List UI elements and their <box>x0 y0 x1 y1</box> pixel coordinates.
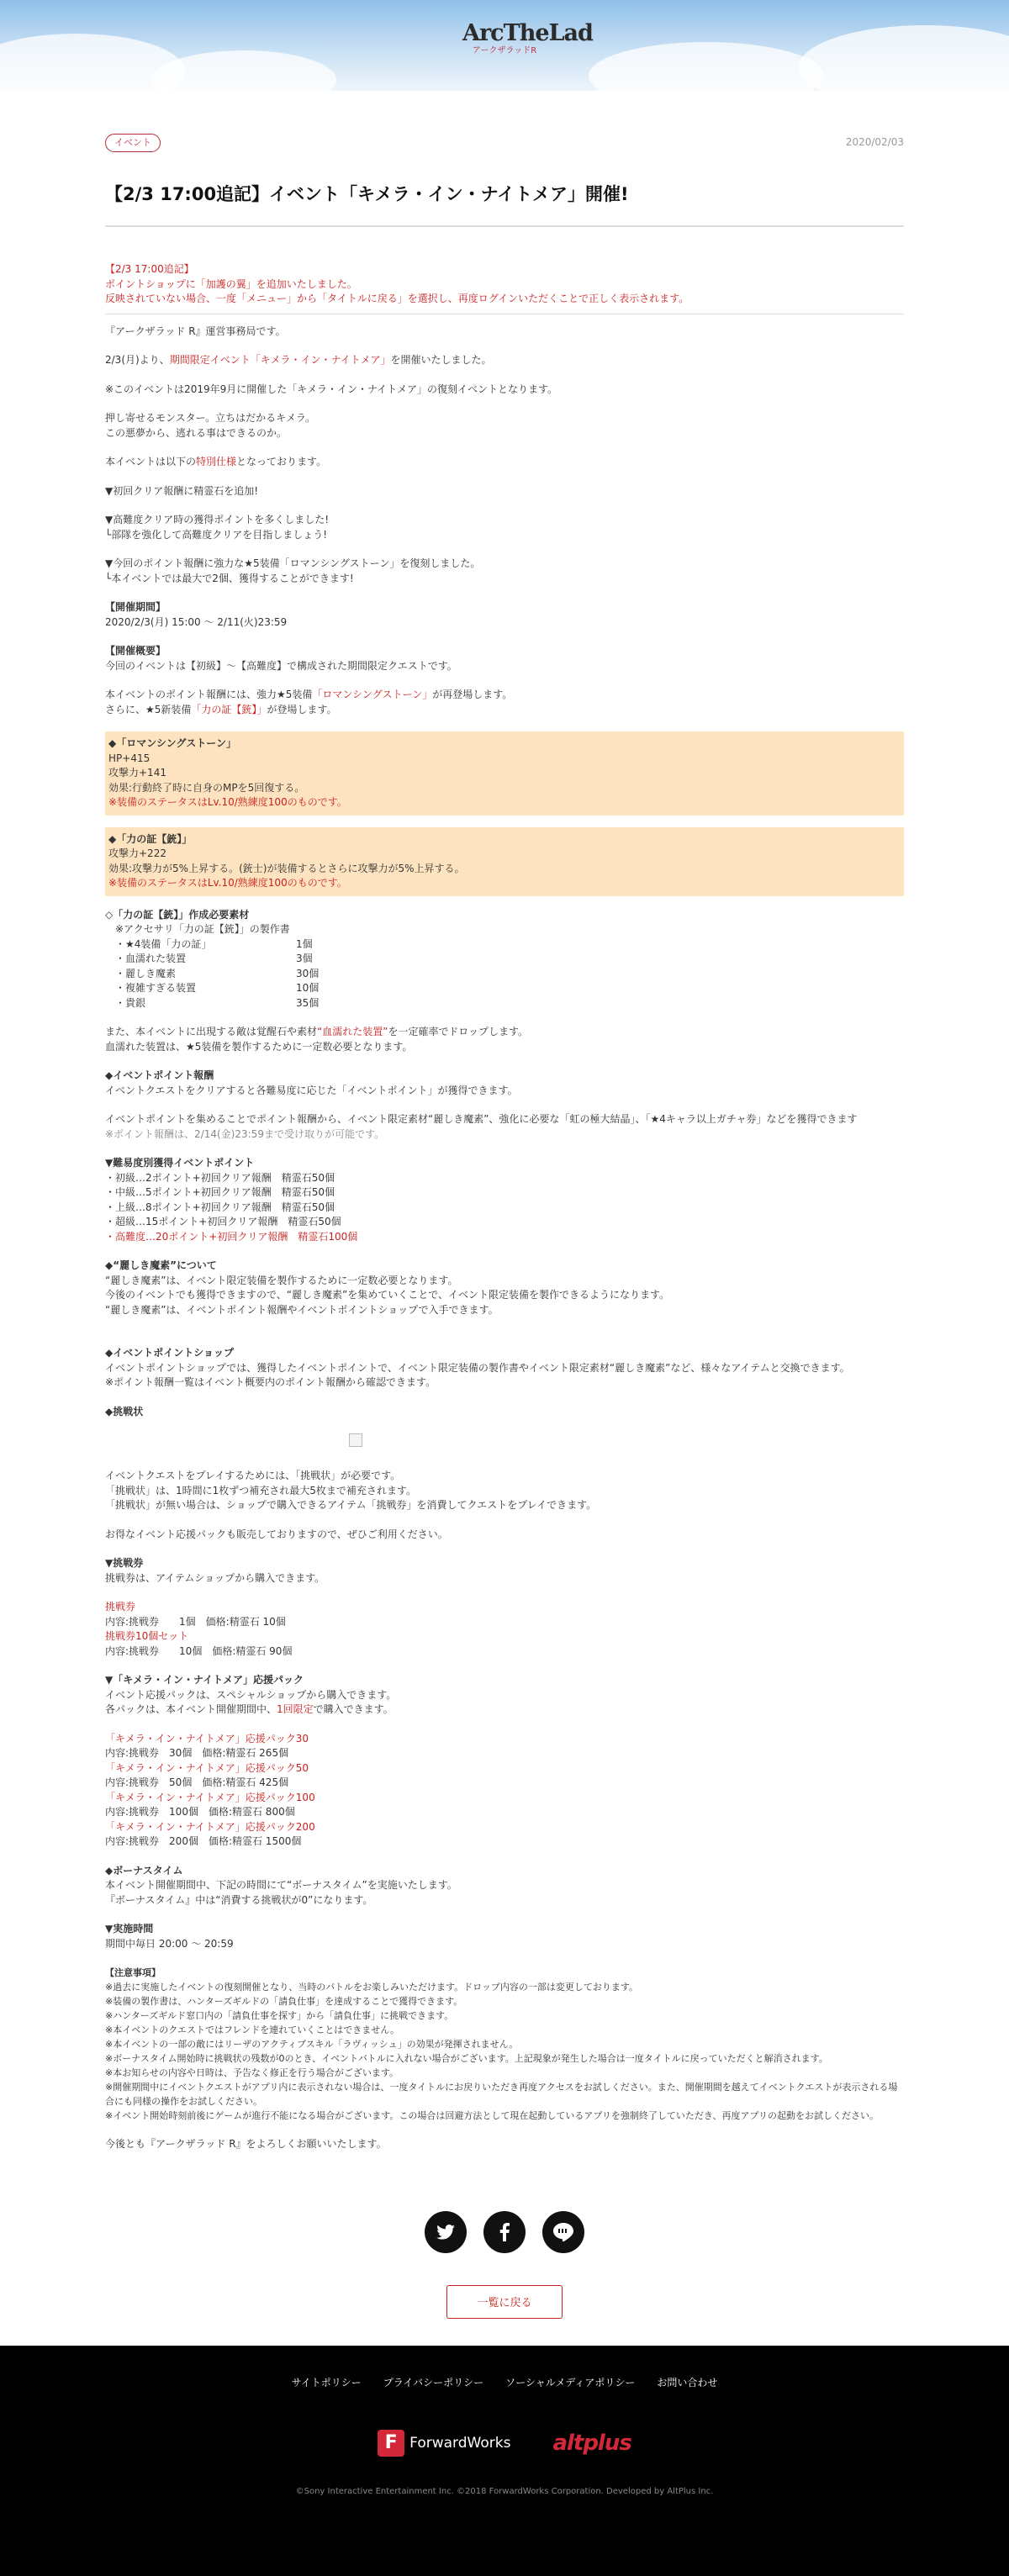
article-body <box>105 227 904 2152</box>
spec-point: ▼今回のポイント報酬に強力な★5装備「ロマンシングストーン」を復刻しました。 └本イベントでは最大で2個、獲得することができます! <box>105 557 481 584</box>
notice-line: ポイントショップに「加護の翼」を追加いたしました。 <box>105 277 357 290</box>
category-badge: イベント <box>105 134 161 152</box>
difficulty-points: ▼難易度別獲得イベントポイント ・初級…2ポイント+初回クリア報酬 精霊石50個 ・中級…5ポイント+初回クリア報酬 精霊石50個 ・上級…8ポイント+初回クリア報酬 精霊石50個 ・超級…15ポイント+初回クリア報酬 精霊石50個 ・高難度…20ポイント+初回クリア報酬 精霊石100個 <box>105 1157 358 1243</box>
footer-link-site-policy[interactable]: サイトポリシー <box>291 2377 362 2389</box>
line-share-button[interactable] <box>542 2211 584 2253</box>
ticket-list: 挑戦券 内容:挑戦券 1個 価格:精霊石 10個 挑戦券10個セット 内容:挑戦券 10個 価格:精霊石 90個 <box>105 1601 293 1657</box>
bonus-time: ◆ボーナスタイム 本イベント開催期間中、下記の時間にて“ボーナスタイム”を実施いたします。 『ボーナスタイム』中は“消費する挑戦状が0”になります。 <box>105 1864 457 1906</box>
twitter-share-button[interactable] <box>425 2211 467 2253</box>
challenge-heading: ◆挑戦状 <box>105 1405 144 1417</box>
site-footer <box>0 2346 1009 2576</box>
share-buttons <box>105 2211 904 2253</box>
broken-image-icon <box>349 1433 362 1447</box>
notice-line: 【2/3 17:00追記】 <box>105 263 194 275</box>
event-period: 【開催期間】 2020/2/3(月) 15:00 〜 2/11(火)23:59 <box>105 601 288 628</box>
flavor-text: 押し寄せるモンスター。立ちはだかるキメラ。 この悪夢から、逃れる事はできるのか。 <box>105 412 315 439</box>
event-point-reward: ◆イベントポイント報酬 イベントクエストをクリアすると各難易度に応じた「イベントポイント」が獲得できます。 <box>105 1069 518 1096</box>
facebook-share-button[interactable] <box>483 2211 526 2253</box>
material-row: ・貴銀 35個 <box>115 996 320 1009</box>
item-card-power-proof-gun: ◆「力の証【銃】」 攻撃力+222 効果:攻撃力が5%上昇する。(銃士)が装備するとさらに攻撃力が5%上昇する。 ※装備のステータスはLv.10/熟練度100のものです。 <box>105 827 904 896</box>
twitter-icon <box>436 2225 455 2240</box>
bonus-time-schedule: ▼実施時間 期間中毎日 20:00 〜 20:59 <box>105 1923 234 1950</box>
event-point-reward-detail: イベントポイントを集めることでポイント報酬から、イベント限定素材“麗しき魔素”、強化に必要な「虹の極大結晶」、「★4キャラ以上ガチャ券」などを獲得できます ※ポイント報酬は、2/14(金)23:59まで受け取りが可能です。 <box>105 1113 858 1140</box>
spec-point: ▼初回クリア報酬に精霊石を追加! <box>105 484 259 497</box>
facebook-icon <box>499 2223 510 2241</box>
cautions: 【注意事項】 ※過去に実施したイベントの復刻開催となり、当時のバトルをお楽しみいただけます。ドロップ内容の一部は変更しております。 ※装備の製作書は、ハンターズギルドの「請負仕事」を達成することで獲得できます。 ※ハンターズギルド窓口内の「請負仕事を探す」から「請負仕事」に挑戦できます。 ※本イベントのクエストではフレンドを連れていくことはできません。 ※本イベントの一部の敵にはリーザのアクティブスキル「ラヴィッシュ」の効果が発揮されません。 ※ボーナスタイム開始時に挑戦状の残数が0のとき、イベントバトルに入れない場合がございます。上記現象が発生した場合は一度タイトルに戻っていただくと解消されます。 ※本お知らせの内容や日時は、予告なく修正を行う場合がございます。 ※開催期間中にイベントクエストがアプリ内に表示されない場合は、一度タイトルにお戻りいただき再度アクセスをお試しください。また、開催期間を越えてイベントクエストが表示される場合にも同様の操作をお試しください。 ※イベント開始時刻前後にゲームが進行不能になる場合がございます。この場合は回避方法として現在起動しているアプリを強制終了していただき、再度アプリの起動をお試しください。 <box>105 1967 898 2121</box>
spec-point: ▼高難度クリア時の獲得ポイントを多くしました! └部隊を強化して高難度クリアを目指しましょう! <box>105 514 330 541</box>
overview-reward: 本イベントのポイント報酬には、強力★5装備「ロマンシングストーン」が再登場します。 さらに、★5新装備「力の証【銃】」が登場します。 <box>105 689 513 715</box>
pack-info: ▼「キメラ・イン・ナイトメア」応援パック イベント応援パックは、スペシャルショップから購入できます。 各パックは、本イベント開催期間中、1回限定で購入できます。 <box>105 1674 397 1715</box>
forwardworks-icon: F <box>378 2430 404 2457</box>
altplus-logo[interactable]: altplus <box>552 2431 631 2456</box>
revival-note: ※このイベントは2019年9月に開催した「キメラ・イン・ナイトメア」の復刻イベントとなります。 <box>105 383 558 395</box>
intro: 2/3(月)より、期間限定イベント「キメラ・イン・ナイトメア」を開催いたしました。 <box>105 354 492 366</box>
point-shop-info: ◆イベントポイントショップ イベントポイントショップでは、獲得したイベントポイントで、イベント限定装備の製作書やイベント限定素材“麗しき魔素”など、様々なアイテムと交換できます。 ※ポイント報酬一覧はイベント概要内のポイント報酬から確認できます。 <box>105 1347 850 1388</box>
greeting: 『アークザラッド R』運営事務局です。 <box>105 325 286 337</box>
challenge-info: イベントクエストをプレイするためには、「挑戦状」が必要です。 「挑戦状」は、1時間に1枚ずつ補充され最大5枚まで補充されます。 「挑戦状」が無い場合は、ショップで購入できるアイテム「挑戦券」を消費してクエストをプレイできます。 <box>105 1470 597 1511</box>
special-spec: 本イベントは以下の特別仕様となっております。 <box>105 456 327 467</box>
line-icon <box>553 2223 573 2241</box>
footer-link-social-media-policy[interactable]: ソーシャルメディアポリシー <box>505 2377 636 2389</box>
craft-materials: ◇「力の証【銃】」作成必要素材 ※アクセサリ「力の証【銃】」の製作書 ・★4装備「力の証」 1個 ・血濡れた装置 3個 ・麗しき魔素 30個 ・複雑すぎる装置 10個 ・貴銀 35個 <box>105 908 904 1011</box>
material-row: ・★4装備「力の証」 1個 <box>115 937 313 950</box>
material-row: ・複雑すぎる装置 10個 <box>115 982 320 994</box>
logo-sub-text: アークザラッドR <box>472 46 537 55</box>
forwardworks-logo[interactable] <box>378 2430 510 2457</box>
event-overview: 【開催概要】 今回のイベントは【初級】〜【高難度】で構成された期間限定クエストです。 <box>105 645 457 672</box>
footer-link-privacy-policy[interactable]: プライバシーポリシー <box>383 2377 484 2389</box>
forwardworks-text: ForwardWorks <box>409 2435 511 2452</box>
footer-nav <box>0 2346 1009 2389</box>
copyright: ©Sony Interactive Entertainment Inc. ©2018 ForwardWorks Corporation. Developed by AltPlus Inc. <box>295 2487 714 2496</box>
article-title: 【2/3 17:00追記】イベント「キメラ・イン・ナイトメア」開催! <box>105 182 904 227</box>
ticket-info: ▼挑戦券 挑戦券は、アイテムショップから購入できます。 <box>105 1557 325 1584</box>
footer-link-contact[interactable]: お問い合わせ <box>657 2377 718 2389</box>
company-logos <box>0 2430 1009 2457</box>
site-logo[interactable] <box>462 12 593 79</box>
material-row: ・麗しき魔素 30個 <box>115 967 320 979</box>
pack-promo: お得なイベント応援パックも販売しておりますので、ぜひご利用ください。 <box>105 1528 448 1540</box>
maso-info: ◆“麗しき魔素”について “麗しき魔素”は、イベント限定装備を製作するために一定数必要となります。 今後のイベントでも獲得できますので、“麗しき魔素”を集めていくことで、イベント限定装備を製作できるようになります。 “麗しき魔素”は、イベントポイント報酬やイベントポイントショップで入手できます。 <box>105 1259 669 1316</box>
back-to-list-button[interactable]: 一覧に戻る <box>446 2285 563 2319</box>
closing: 今後とも『アークザラッド R』をよろしくお願いいたします。 <box>105 2138 387 2150</box>
logo-main-text: ArcTheLad <box>462 20 593 46</box>
news-article-container <box>105 91 904 2319</box>
update-notice <box>105 262 904 314</box>
header-banner <box>0 0 1009 91</box>
item-card-romancing-stone: ◆「ロマンシングストーン」 HP+415 攻撃力+141 効果:行動終了時に自身のMPを5回復する。 ※装備のステータスはLv.10/熟練度100のものです。 <box>105 731 904 816</box>
publish-date: 2020/02/03 <box>845 136 904 148</box>
drop-info: また、本イベントに出現する敵は覚醒石や素材“血濡れた装置”を一定確率でドロップします。 血濡れた装置は、★5装備を製作するために一定数必要となります。 <box>105 1026 529 1053</box>
material-row: ・血濡れた装置 3個 <box>115 953 313 964</box>
pack-list: 「キメラ・イン・ナイトメア」応援パック30 内容:挑戦券 30個 価格:精霊石 265個 「キメラ・イン・ナイトメア」応援パック50 内容:挑戦券 50個 価格:精霊石 425個 「キメラ・イン・ナイトメア」応援パック100 内容:挑戦券 100個 価格:精霊石 800個 「キメラ・イン・ナイトメア」応援パック200 内容:挑戦券 200個 価格:精霊石 1500個 <box>105 1732 315 1847</box>
notice-line: 反映されていない場合、一度「メニュー」から「タイトルに戻る」を選択し、再度ログインいただくことで正しく表示されます。 <box>105 293 689 304</box>
